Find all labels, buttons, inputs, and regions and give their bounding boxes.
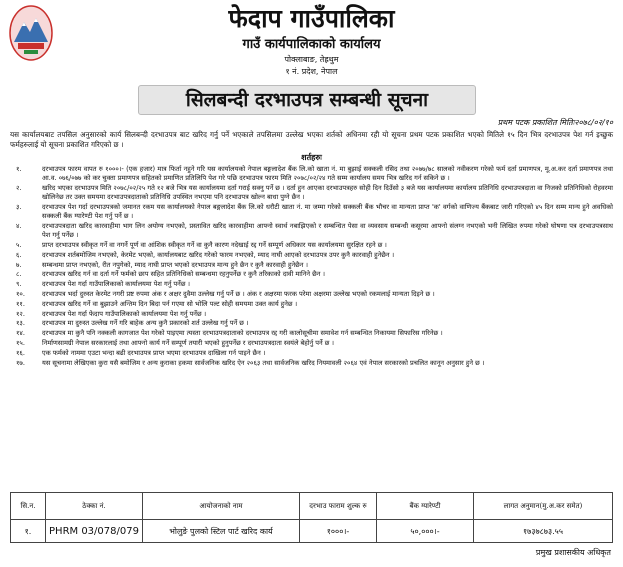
term-number: ३.: [16, 203, 22, 211]
col-header-sn: सि.न.: [11, 493, 46, 520]
term-number: २.: [16, 184, 22, 192]
term-text: दरभाउपत्र खरिद गर्न वा दर्ता गर्ने फर्मको छाप सहित प्रतिनिधिको सम्बन्धमा रहनुपर्नेछ र कुनै तरिकाको दावी मानिने छैन ।: [42, 270, 326, 279]
term-number: ११.: [16, 299, 25, 308]
term-number: १३.: [16, 319, 25, 328]
intro-paragraph: यस कार्यालयबाट तपसिल अनुसारको कार्य सिलबन्दी दरभाउपत्र बाट खरिद गर्नु पर्ने भएकाले तपसिलमा उल्लेख भएका शर्तको अधिनमा रही यो सूचना प्रथम पटक प्रकाशित भएको मितिले १५ दिन भित्र दरभाउपत्र पेश गर्न इच्छुक फर्महरुलाई यो सूचना प्रकाशित गरिएको छ ।: [10, 130, 613, 149]
address-line-2: १ नं. प्रदेश, नेपाल: [285, 67, 338, 76]
term-text: एक फर्मको नाममा एउटा भन्दा बढी दरभाउपत्र प्राप्त भएमा दरभाउपत्र दाखिला गर्न पाइने छैन ।: [42, 348, 266, 357]
term-item: [10, 270, 613, 279]
cell-contract-no: PHRM 03/078/079: [46, 520, 143, 543]
term-text: दरभाउपत्र फारम वापत रु १०००।- (एक हजार) मात्र फिर्ता नहुने गरि यस कार्यालयको नेपाल बङ्गलादेश बैंक लि.को खाता नं. मा बुझाई सक्कली रसिद तथा २०७७/७८ सालको नवीकरण गरेको फर्म दर्ता प्रमाणपत्र, मू.अ.कर दर्ता प्रमाणपत्र तथा आ.व. ०७६/०७७ को कर चुक्ता प्रमाणपत्र सहितको प्रमाणित प्रतिलिपि पेश गरे पछि दरभाउपत्र फारम मिति २०७८/०२/२४ गते सम्म कार्यालय समय भित्र खरिद गर्न सकिने छ ।: [42, 165, 613, 183]
term-number: १.: [16, 165, 22, 173]
terms-heading: शर्तहरुः: [301, 153, 322, 162]
term-item: [10, 310, 613, 319]
col-header-bank-guarantee: बैंक ग्यारेण्टी: [377, 493, 474, 520]
term-text: दरभाउपत्र मा कुनै पनि नक्कली कागजात पेश गरेको पाइएमा त्यस्ता दरभाउपत्रदाताको दरभाउपत्र रद्द गरी कालोसूचीमा समावेश गर्न सम्बन्धित निकायमा सिफारिस गरिनेछ ।: [42, 329, 443, 338]
cell-project-name: भोलुङे पुलको स्टिल पार्ट खरिद कार्य: [143, 520, 300, 543]
table-row: [11, 520, 613, 543]
term-number: १५.: [16, 338, 25, 347]
address-line-1: पोक्लाबाङ, तेह्रथुम: [284, 55, 339, 64]
term-item: [10, 261, 613, 270]
term-item: [10, 165, 613, 183]
term-text: दरभाउपत्र पेश गर्दा गाउँपालिकाको कार्यालयमा पेश गर्नु पर्नेछ ।: [42, 280, 191, 289]
term-text: दरभाउपत्र पेश गर्दा फेदाप गाउँपालिकाको कार्यालयमा पेश गर्नु पर्नेछ ।: [42, 309, 207, 318]
term-item: [10, 241, 613, 250]
term-item: [10, 329, 613, 338]
col-header-contract-no: ठेक्का नं.: [46, 493, 143, 520]
term-number: १०.: [16, 289, 25, 298]
office-name: गाउँ कार्यपालिकाको कार्यालय: [242, 37, 381, 52]
signatory-title: प्रमुख प्रशासकीय अधिकृत: [535, 548, 611, 557]
municipality-title: फेदाप गाउँपालिका: [228, 4, 395, 33]
term-text: निर्माणसामग्री नेपाल सरकारलाई तथा आफ्नो कार्य गर्ने सम्पूर्ण तयारी भएको हुनुपर्नेछ र दरभाउपत्रदाता स्वयंले बेहोर्नु पर्ने छ ।: [42, 338, 334, 347]
term-text: दरभाउपत्र मा दुरुस्त उल्लेख गर्ने गरि बाहेक अन्य कुनै प्रकारको शर्त उल्लेख गर्नु पर्ने छ ।: [42, 319, 249, 328]
term-text: दरभाउपत्रदाता खरिद कारवाहीमा भाग लिन अयोग्य नभएको, प्रस्तावित खरिद कारवाहीमा आफ्नो स्वार्थ नबाझिएको र सम्बन्धित पेसा वा व्यवसाय सम्बन्धी कसूरमा आफ्नो संलग्न नभएको भनी लिखित रुपमा गरेको घोषणा पत्र दरभाउपत्रसाथ पेश गर्नु पर्नेछ ।: [42, 222, 614, 240]
table-header-row: [11, 493, 613, 520]
publish-date: प्रथम पटक प्रकाशित मितिः२०७८/०२/१०: [497, 118, 613, 127]
cell-form-fee: १०००।-: [300, 520, 377, 543]
term-item: [10, 339, 613, 348]
cell-cost-estimate: १७३७८७३.५५: [474, 520, 613, 543]
term-number: ८.: [16, 270, 22, 279]
term-text: दरभाउपत्र खरिद गर्ने वा बुझाउने अन्तिम दिन बिदा पर्न गएमा सो भोलि पल्ट सोही समयमा उक्त कार्य हुनेछ ।: [42, 299, 298, 308]
term-item: [10, 251, 613, 260]
term-number: १७.: [16, 358, 25, 367]
term-number: ९.: [16, 280, 22, 289]
term-item: [10, 319, 613, 328]
term-item: [10, 290, 613, 299]
cell-bank-guarantee: ५०,०००।-: [377, 520, 474, 543]
terms-list: [10, 165, 613, 368]
term-item: [10, 203, 613, 221]
term-item: [10, 359, 613, 368]
col-header-project-name: आयोजनाको नाम: [143, 493, 300, 520]
term-number: ६.: [16, 250, 22, 259]
term-text: यस सूचनामा लेखिएका कुरा यसै बमोजिम र अन्य कुराका हकमा सार्वजनिक खरिद ऐन २०६३ तथा सार्वजनिक खरिद नियमावली २०६४ एवं नेपाल सरकारको प्रचलित कानून अनुसार हुने छ ।: [42, 358, 485, 367]
term-item: [10, 300, 613, 309]
tender-table: [10, 492, 613, 543]
term-item: [10, 280, 613, 289]
term-text: खरिद भएका दरभाउपत्र मिति २०७८/०२/२५ गते १२ बजे भित्र यस कार्यालयमा दर्ता गराई सक्नु पर्ने छ । दर्ता हुन आएका दरभाउपत्रहरु सोही दिन दिउँसो ३ बजे यस कार्यालयमा कार्यालय प्रतिनिधि दरभाउपत्रदाता वा निजको प्रतिनिधिको रोहवरमा खोलिनेछ तर उक्त समयमा दरभाउपत्रदाताको प्रतिनिधि उपस्थित नभएमा पनि दरभाउपत्र खोल्न बाधा पुग्ने छैन ।: [42, 184, 613, 202]
term-text: दरभाउपत्र भर्दा दुरुस्त केरमेट नगरी प्रष्ट रुपमा अंक र अक्षर दुवैमा उल्लेख गर्नु पर्ने छ । अंक र अक्षरमा फरक परेमा अक्षरमा उल्लेख भएको रकमलाई मान्यता दिइने छ ।: [42, 289, 435, 298]
term-number: ५.: [16, 241, 22, 249]
term-number: १६.: [16, 348, 25, 357]
col-header-cost-estimate: लागत अनुमान(मु.अ.कर समेत): [474, 493, 613, 520]
term-number: ७.: [16, 260, 22, 269]
term-text: दरभाउपत्र शर्तबमोजिम नभएको, केरमेट भएको, कार्यालयबाट खरिद गरेको फारम नभएको, म्याद नाघी आएको दरभाउपत्र उपर कुनै कारवाही हुनेछैन ।: [42, 250, 395, 259]
term-number: १४.: [16, 329, 25, 338]
term-item: [10, 222, 613, 240]
term-number: ४.: [16, 222, 22, 230]
term-number: १२.: [16, 309, 25, 318]
notice-title-banner: सिलबन्दी दरभाउपत्र सम्बन्धी सूचना: [138, 85, 476, 115]
term-text: सम्बन्धमा प्राप्त नभएको, रीत नपुगेको, म्याद नाघी प्राप्त भएको दरभाउपत्र मान्य हुने छैन र कुनै कारवाही हुनेछैन ।: [42, 260, 308, 269]
term-item: [10, 184, 613, 202]
cell-sn: १.: [11, 520, 46, 543]
col-header-form-fee: दरभाउ फाराम शुल्क रु: [300, 493, 377, 520]
term-text: दरभाउपत्र पेश गर्दा दरभाउपत्रको जमानत रकम यस कार्यालयको नेपाल बङ्गलादेश बैंक लि.को धरौटी खाता नं. मा जम्मा गरेको सक्कली बैंक भौचर वा मान्यता प्राप्त 'क' वर्गको वाणिज्य बैंकबाट जारी गरिएको ४५ दिन सम्म मान्य हुने अवधिको सक्कली बैंक ग्यारेण्टी पेश गर्नु पर्ने छ ।: [42, 203, 613, 221]
term-item: [10, 349, 613, 358]
term-text: प्राप्त दरभाउपत्र स्वीकृत गर्ने वा नगर्ने पूर्ण वा आंशिक स्वीकृत गर्ने वा कुनै कारण नदेखाई रद्द गर्ने सम्पूर्ण अधिकार यस कार्यालयमा सुरक्षित रहने छ ।: [42, 241, 387, 249]
